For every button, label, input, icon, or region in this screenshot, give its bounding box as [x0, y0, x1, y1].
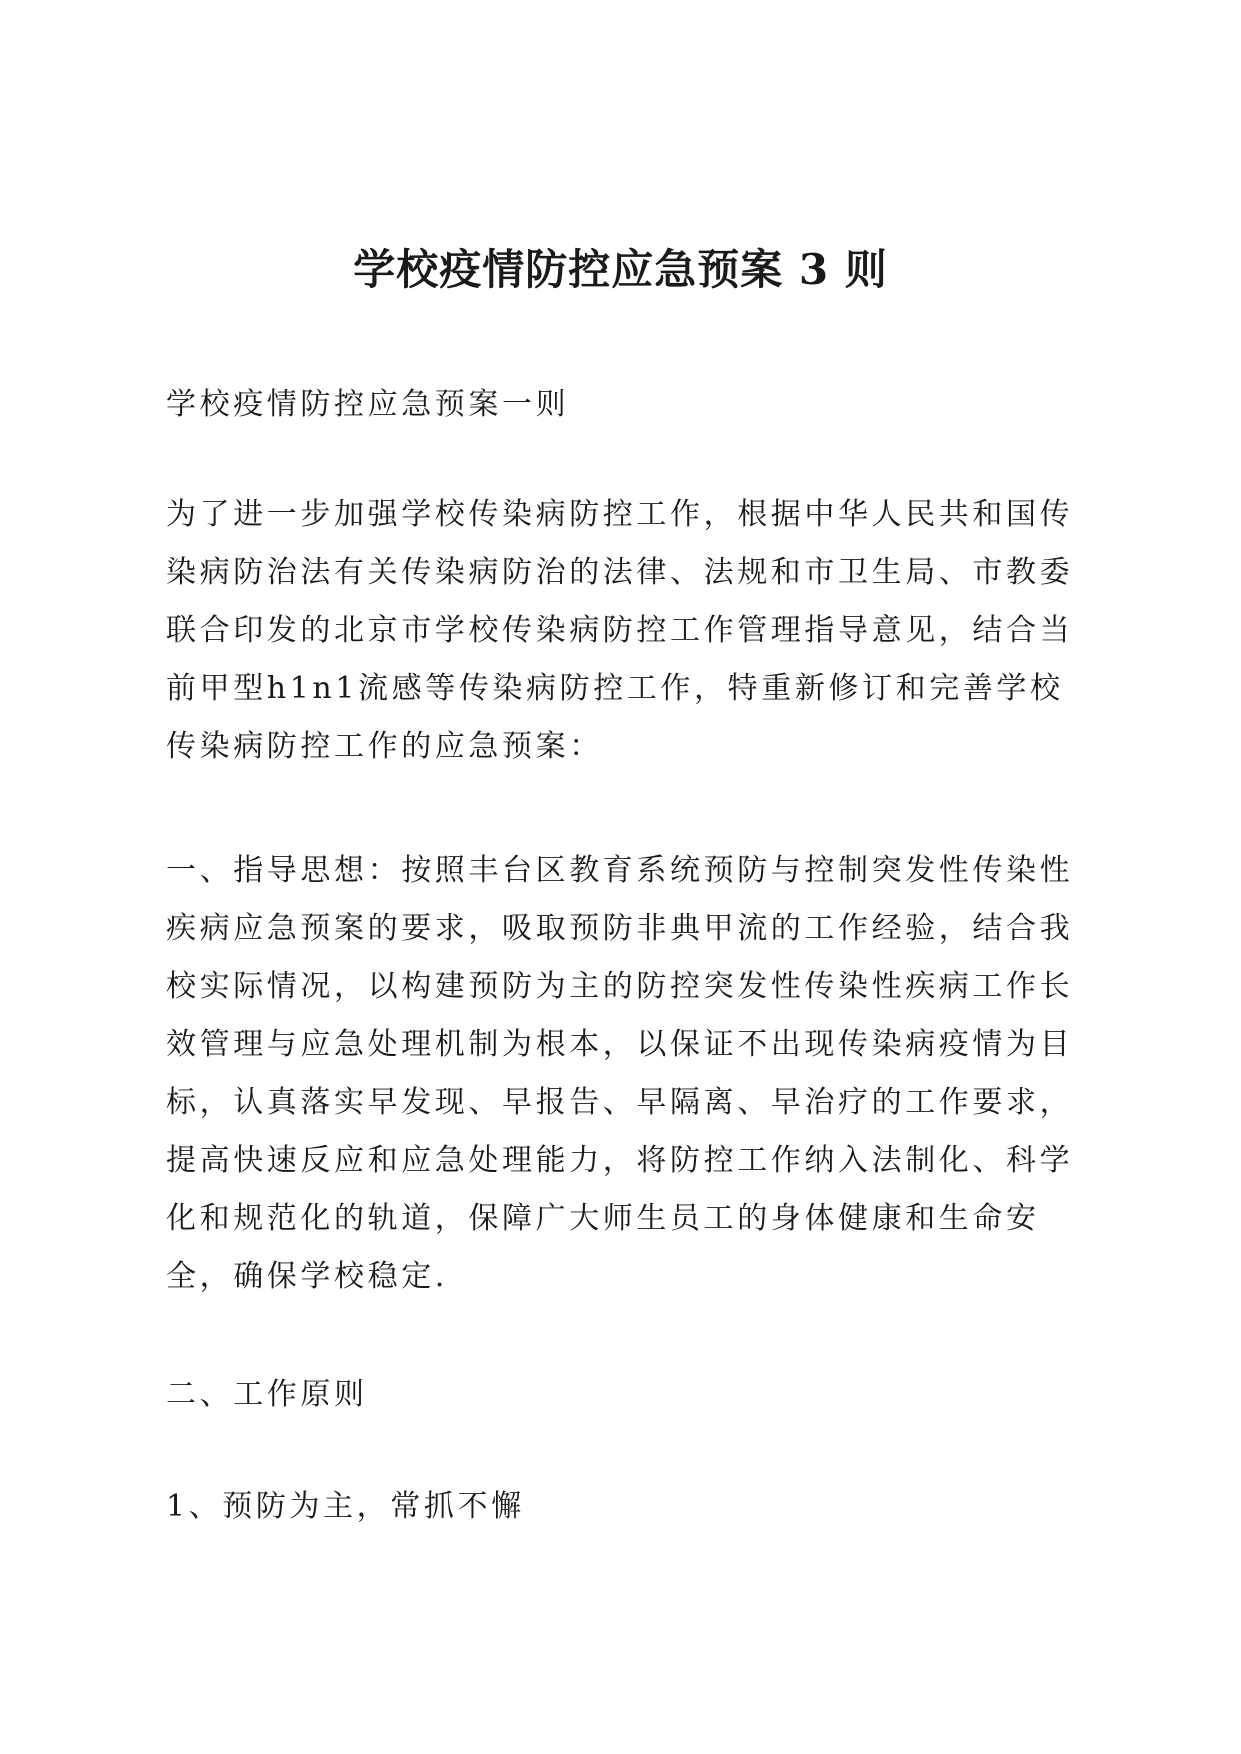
principle-item-1: 1、预防为主，常抓不懈: [166, 1489, 525, 1524]
intro-paragraph: 为了进一步加强学校传染病防控工作，根据中华人民共和国传染病防治法有关传染病防治的法律、法规和市卫生局、市教委联合印发的北京市学校传染病防控工作管理指导意见，结合当前甲型h1n1流感等传染病防控工作，特重新修订和完善学校传染病防控工作的应急预案：: [166, 497, 1074, 764]
document-title: 学校疫情防控应急预案 3 则: [353, 245, 888, 294]
section-heading-work-principles: 二、工作原则: [166, 1377, 368, 1412]
guiding-ideology-paragraph: 一、指导思想：按照丰台区教育系统预防与控制突发性传染性疾病应急预案的要求，吸取预防非典甲流的工作经验，结合我校实际情况，以构建预防为主的防控突发性传染性疾病工作长效管理与应急处理机制为根本，以保证不出现传染病疫情为目标，认真落实早发现、早报告、早隔离、早治疗的工作要求，提高快速反应和应急处理能力，将防控工作纳入法制化、科学化和规范化的轨道，保障广大师生员工的身体健康和生命安全，确保学校稳定.: [166, 853, 1074, 1294]
document-subtitle: 学校疫情防控应急预案一则: [166, 387, 570, 422]
